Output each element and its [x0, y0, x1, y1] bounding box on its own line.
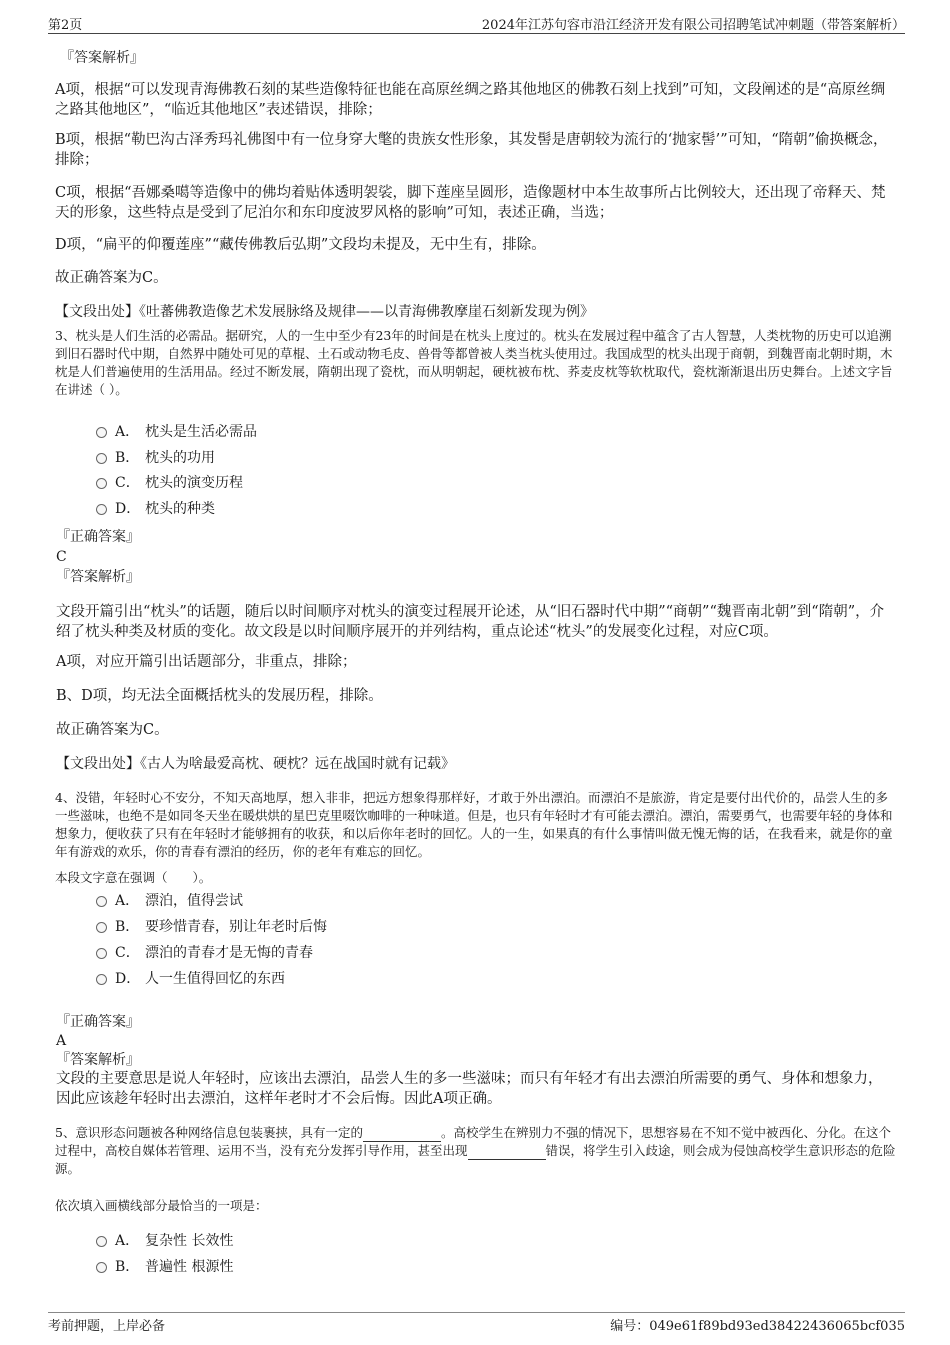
document-id: 编号：049e61f89bd93ed38422436065bcf035 — [610, 1319, 905, 1334]
q4-option-b[interactable]: B． 要珍惜青春，别让年老时后悔 — [96, 916, 327, 938]
q2-analysis-c: C项，根据“吾娜桑噶等造像中的佛均着贴体透明袈裟，脚下莲座呈圆形，造像题材中本生故事所占比例较大，还出现了帝释天、梵天的形象，这些特点是受到了尼泊尔和东印度波罗风格的影响”可知，表述正确，当选； — [55, 185, 886, 221]
q3-answer: C — [56, 549, 67, 565]
radio-icon[interactable] — [96, 504, 107, 515]
radio-icon[interactable] — [96, 1236, 107, 1247]
q2-analysis-label: 『答案解析』 — [60, 50, 144, 66]
radio-icon[interactable] — [96, 1262, 107, 1273]
q3-analysis-a: A项，对应开篇引出话题部分，非重点，排除； — [56, 654, 357, 670]
q2-analysis-b: B项，根据“勒巴沟古泽秀玛礼佛图中有一位身穿大氅的贵族女性形象，其发髻是唐朝较为流行的‘抛家髻’”可知，“隋朝”偷换概念，排除； — [55, 132, 888, 168]
q3-source: 【文段出处】《古人为啥最爱高枕、硬枕？远在战国时就有记载》 — [56, 756, 455, 772]
q5-option-a[interactable]: A． 复杂性 长效性 — [96, 1230, 233, 1252]
radio-icon[interactable] — [96, 948, 107, 959]
q4-option-c[interactable]: C． 漂泊的青春才是无悔的青春 — [96, 942, 313, 964]
radio-icon[interactable] — [96, 427, 107, 438]
q4-answer-label: 『正确答案』 — [56, 1014, 140, 1030]
q3-analysis-bd: B、D项，均无法全面概括枕头的发展历程，排除。 — [56, 688, 383, 704]
fill-blank-2 — [468, 1145, 546, 1160]
q3-answer-label: 『正确答案』 — [56, 529, 140, 545]
q2-analysis-d: D项，“扁平的仰覆莲座”“藏传佛教后弘期”文段均未提及，无中生有，排除。 — [55, 237, 546, 253]
footer-slogan: 考前押题，上岸必备 — [48, 1319, 166, 1334]
q3-option-a[interactable]: A． 枕头是生活必需品 — [96, 421, 257, 443]
q4-option-d[interactable]: D． 人一生值得回忆的东西 — [96, 968, 285, 990]
radio-icon[interactable] — [96, 896, 107, 907]
page-footer — [48, 1312, 905, 1333]
radio-icon[interactable] — [96, 478, 107, 489]
q5-stem: 5、意识形态问题被各种网络信息包装裹挟，具有一定的 。高校学生在辨别力不强的情况下，思想容易在不知不觉中被西化、分化。在这个过程中，高校自媒体若管理、运用不当，没有充分发挥引导作用，甚至出现 错误，将学生引入歧途，则会成为侵蚀高校学生意识形态的危险源。 — [55, 1125, 896, 1176]
q4-stem: 4、没错，年轻时心不安分，不知天高地厚，想入非非，把远方想象得那样好，才敢于外出漂泊。而漂泊不是旅游，肯定是要付出代价的，品尝人生的多一些滋味，也绝不是如同冬天坐在暖烘烘的星巴克里啜饮咖啡的一种味道。但是，也只有年轻时才有可能去漂泊。漂泊，需要勇气，也需要年轻的身体和想象力，便收获了只有在年轻时才能够拥有的收获，和以后你年老时的回忆。人的一生，如果真的有什么事情叫做无愧无悔的话，在我看来，就是你的童年有游戏的欢乐，你的青春有漂泊的经历，你的老年有难忘的回忆。 — [55, 790, 893, 859]
q5-option-b[interactable]: B． 普遍性 根源性 — [96, 1256, 233, 1278]
fill-blank-1 — [363, 1127, 441, 1142]
q3-analysis: 文段开篇引出“枕头”的话题，随后以时间顺序对枕头的演变过程展开论述，从“旧石器时代中期”“商朝”“魏晋南北朝”到“隋朝”，介绍了枕头种类及材质的变化。故文段是以时间顺序展开的并列结构，重点论述“枕头”的发展变化过程，对应C项。 — [56, 604, 885, 640]
q4-question: 本段文字意在强调（ ）。 — [55, 870, 212, 885]
q5-question: 依次填入画横线部分最恰当的一项是： — [55, 1198, 268, 1213]
q3-option-d[interactable]: D． 枕头的种类 — [96, 498, 215, 520]
radio-icon[interactable] — [96, 974, 107, 985]
q3-conclusion: 故正确答案为C。 — [56, 722, 169, 738]
q4-analysis: 文段的主要意思是说人年轻时，应该出去漂泊，品尝人生的多一些滋味；而只有年轻才有出去漂泊所需要的勇气、身体和想象力，因此应该趁年轻时出去漂泊，这样年老时才不会后悔。因此A项正确。 — [56, 1071, 883, 1107]
q2-analysis-a: A项，根据“可以发现青海佛教石刻的某些造像特征也能在高原丝绸之路其他地区的佛教石刻上找到”可知，文段阐述的是“高原丝绸之路其他地区”，“临近其他地区”表述错误，排除； — [55, 82, 886, 118]
q3-stem: 3、枕头是人们生活的必需品。据研究，人的一生中至少有23年的时间是在枕头上度过的。枕头在发展过程中蕴含了古人智慧，人类枕物的历史可以追溯到旧石器时代中期，自然界中随处可见的草棍、土石或动物毛皮、兽骨等都曾被人类当枕头使用过。我国成型的枕头出现于商朝，到魏晋南北朝时期，木枕是人们普遍使用的生活用品。经过不断发展，隋朝出现了瓷枕，而从明朝起，硬枕被布枕、荞麦皮枕等软枕取代，瓷枕渐渐退出历史舞台。上述文字旨在讲述（ ）。 — [55, 328, 893, 397]
page-number: 第2页 — [48, 18, 83, 33]
q3-option-c[interactable]: C． 枕头的演变历程 — [96, 472, 243, 494]
q4-analysis-label: 『答案解析』 — [56, 1052, 140, 1068]
q3-option-b[interactable]: B． 枕头的功用 — [96, 447, 215, 469]
q2-conclusion: 故正确答案为C。 — [55, 270, 168, 286]
q2-source: 【文段出处】《吐蕃佛教造像艺术发展脉络及规律——以青海佛教摩崖石刻新发现为例》 — [55, 304, 594, 320]
radio-icon[interactable] — [96, 453, 107, 464]
document-title: 2024年江苏句容市沿江经济开发有限公司招聘笔试冲刺题（带答案解析） — [481, 18, 905, 33]
q4-option-a[interactable]: A． 漂泊，值得尝试 — [96, 890, 243, 912]
q4-answer: A — [56, 1033, 67, 1049]
page-header — [48, 13, 905, 34]
radio-icon[interactable] — [96, 922, 107, 933]
q3-analysis-label: 『答案解析』 — [56, 569, 140, 585]
